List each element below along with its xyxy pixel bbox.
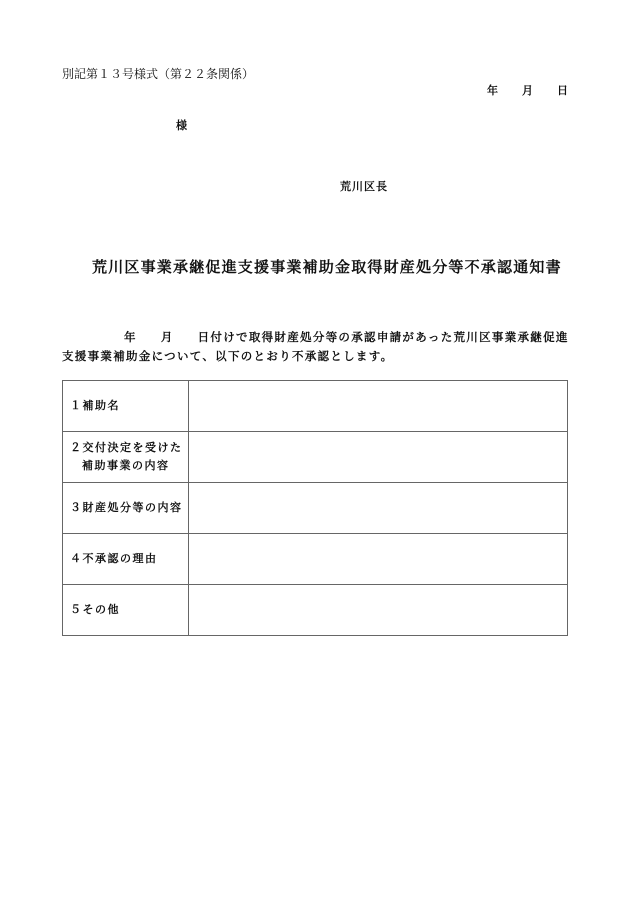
details-table	[62, 380, 568, 636]
row-value[interactable]	[189, 585, 568, 636]
table-row	[63, 432, 568, 483]
date-year: 年	[487, 84, 498, 97]
table-row	[63, 534, 568, 585]
row-label: ３財産処分等の内容	[63, 483, 189, 534]
row-value[interactable]	[189, 381, 568, 432]
row-label: ５その他	[63, 585, 189, 636]
row-label-line1: ２交付決定を受けた	[70, 441, 183, 454]
row-value[interactable]	[189, 483, 568, 534]
date-month: 月	[522, 84, 533, 97]
row-label: １補助名	[63, 381, 189, 432]
sender: 荒川区長	[340, 180, 388, 193]
row-value[interactable]	[189, 534, 568, 585]
date-day: 日	[557, 84, 568, 97]
row-label	[63, 432, 189, 483]
body-text	[62, 328, 572, 366]
form-number: 別記第１３号様式（第２２条関係）	[62, 67, 255, 81]
table-row	[63, 381, 568, 432]
row-value[interactable]	[189, 432, 568, 483]
issue-date	[487, 82, 568, 98]
body-sentence: 日付けで取得財産処分等の承認申請があった荒川区事業承継促進支援事業補助金について、以下のとおり不承認とします。	[62, 330, 569, 363]
document-title: 荒川区事業承継促進支援事業補助金取得財産処分等不承認通知書	[92, 258, 562, 276]
body-month: 月	[160, 330, 174, 344]
body-year: 年	[124, 330, 137, 344]
row-label-line2: 補助事業の内容	[82, 459, 170, 472]
table-row	[63, 483, 568, 534]
row-label: ４不承認の理由	[63, 534, 189, 585]
table-row	[63, 585, 568, 636]
addressee-suffix: 様	[176, 119, 187, 132]
